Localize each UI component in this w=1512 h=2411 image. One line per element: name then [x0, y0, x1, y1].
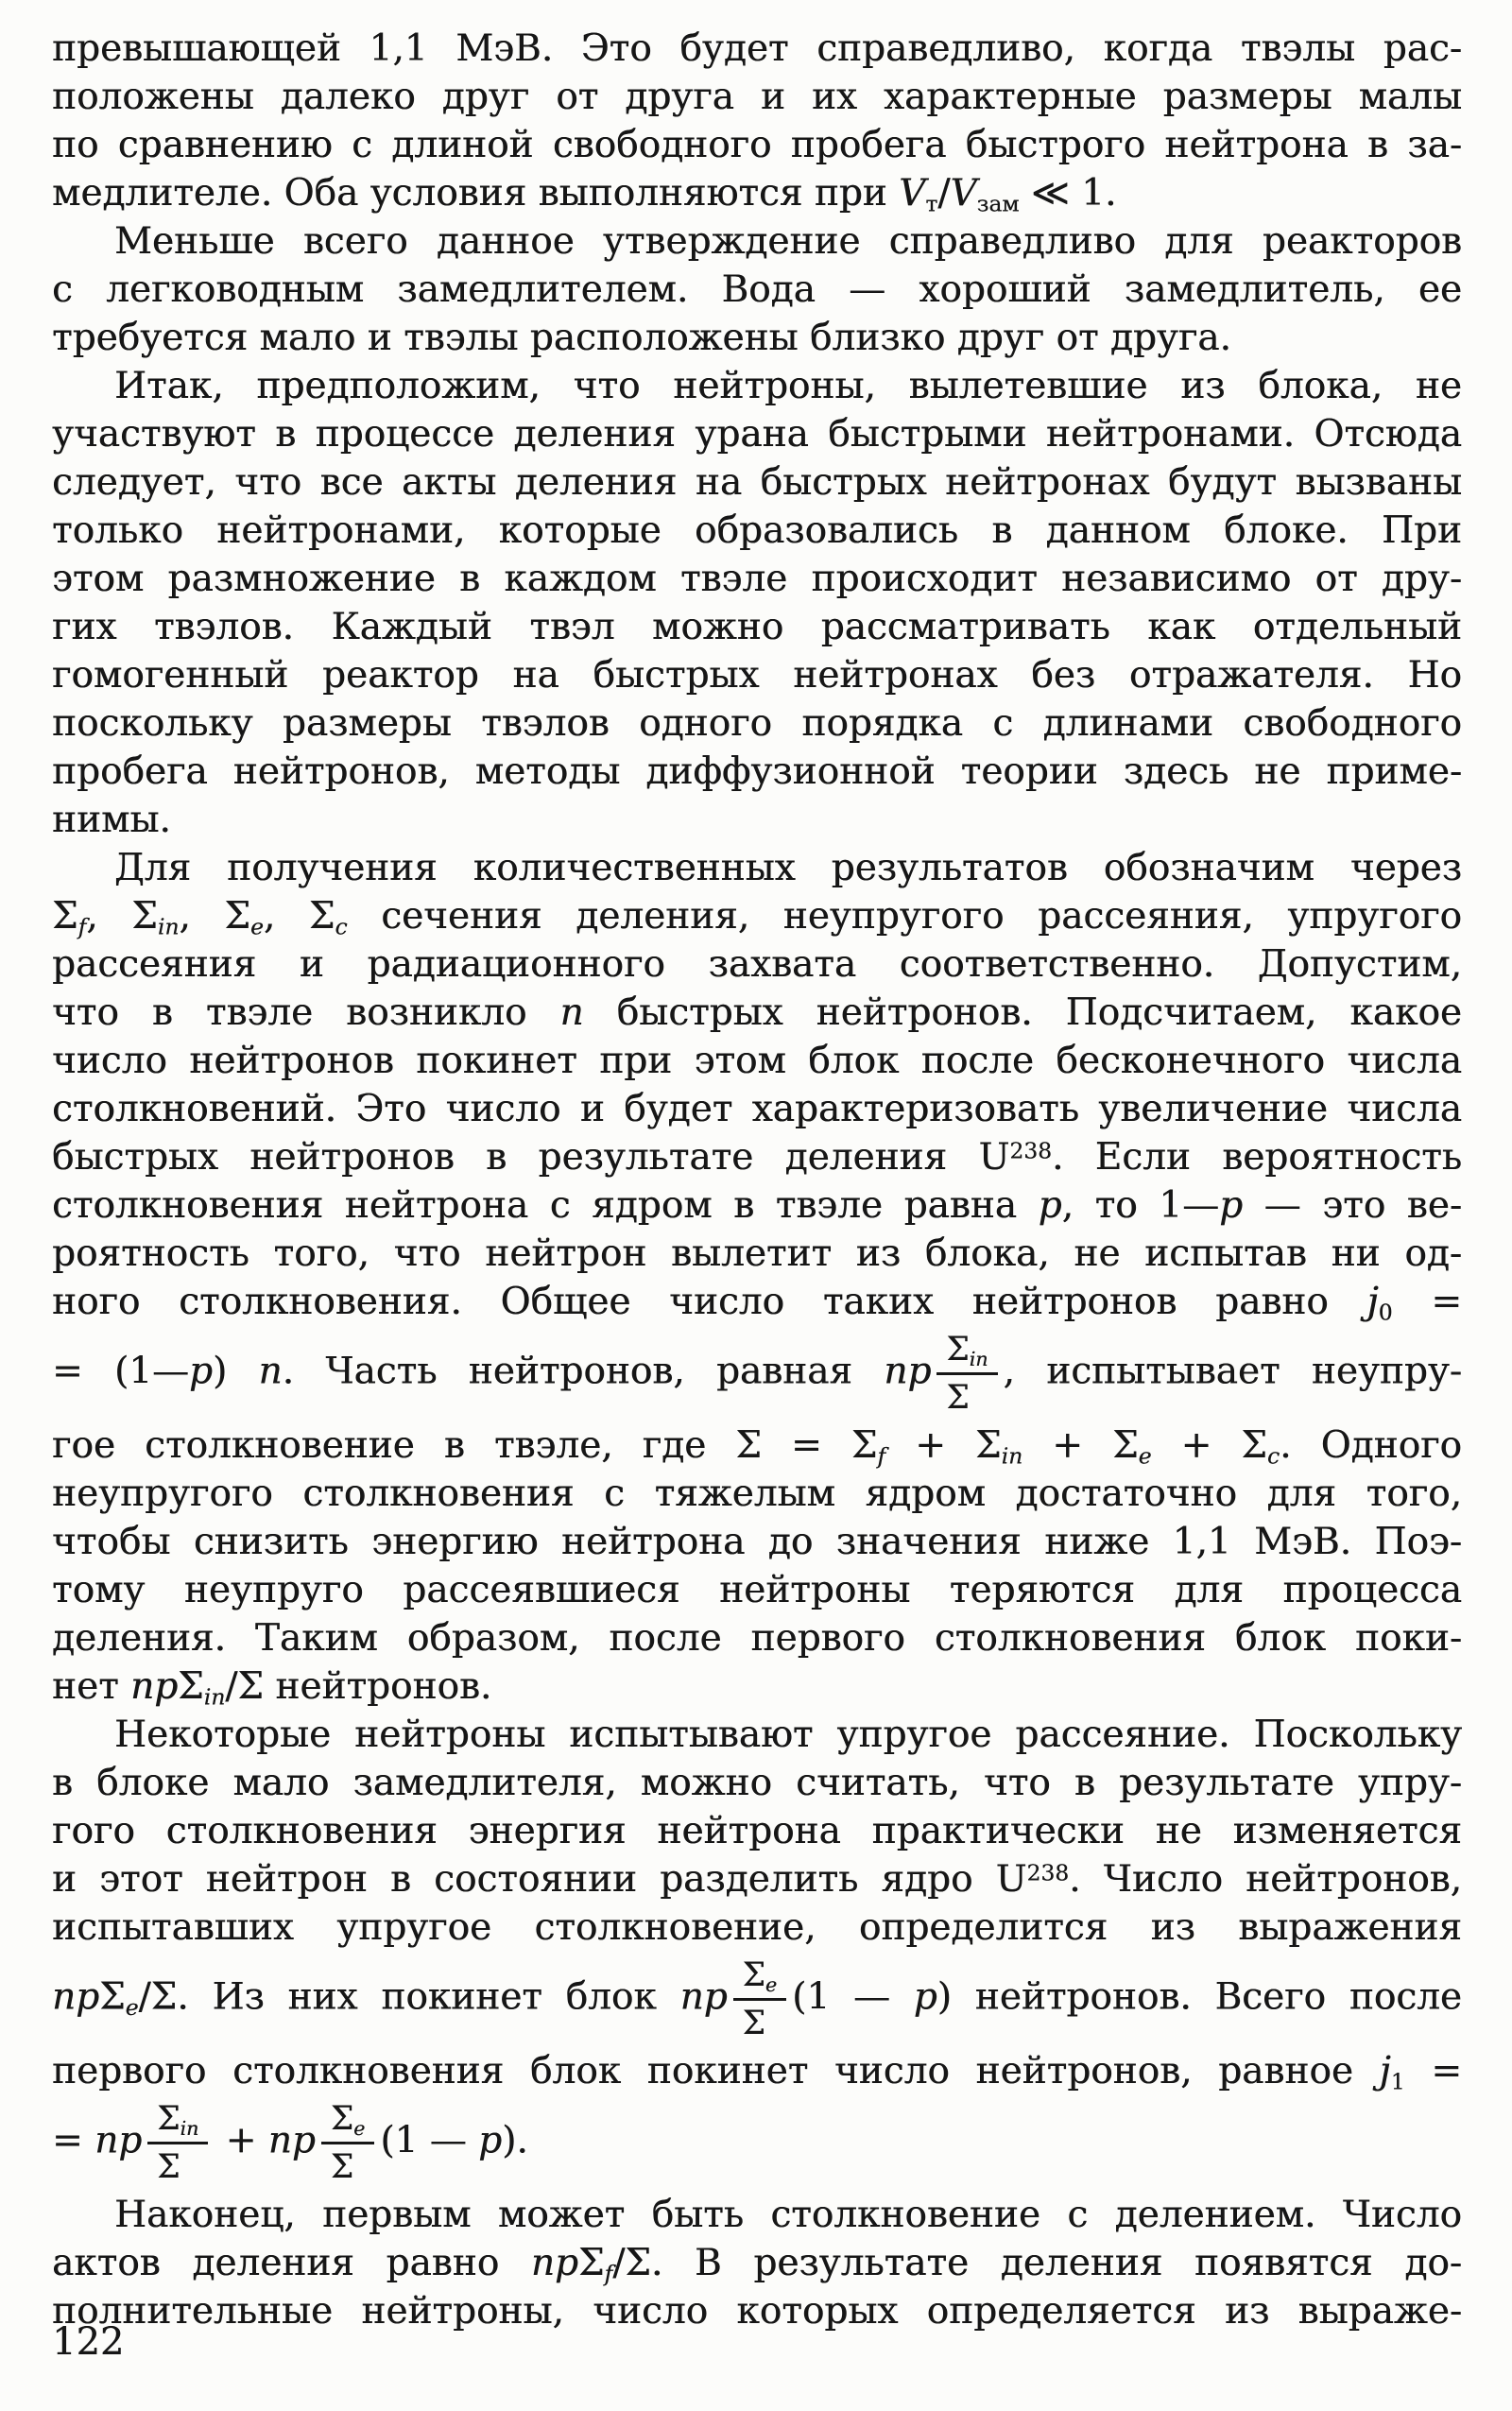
subscript: in	[203, 1683, 226, 1711]
text-line: только нейтронами, которые образовались в данном блоке. При	[52, 509, 1462, 552]
text-line: Итак, предположим, что нейтроны, вылетевшие из блока, не	[114, 365, 1462, 407]
text-line: полнительные нейтроны, число которых определяется из выраже-	[52, 2290, 1462, 2334]
math-variable: np	[884, 1350, 932, 1393]
subscript: f	[604, 2260, 613, 2287]
text-line: следует, что все акты деления на быстрых нейтронах будут вызваны	[52, 461, 1462, 504]
math-variable: V	[950, 172, 977, 215]
fraction-denominator: Σ	[946, 1379, 970, 1418]
math-variable: np	[267, 2119, 316, 2162]
math-variable: p	[1038, 1184, 1062, 1227]
fraction-numerator: $\Sigma_{in}$	[147, 2100, 208, 2144]
subscript: т	[925, 190, 938, 217]
subscript: in	[1001, 1442, 1023, 1470]
text-line: нимы.	[52, 799, 171, 841]
text-line: $\Sigma_f$, $\Sigma_{in}$, $\Sigma_e$, $\Sigma_c$ сечения деления, неупругого рассеяния, упругого	[52, 895, 1463, 940]
subscript: e	[765, 1972, 778, 1996]
text-line: и этот нейтрон в состоянии разделить ядро $U^{238}$. Число нейтронов,	[52, 1858, 1462, 1902]
text-line: гое столкновение в твэле, где $\Sigma = \Sigma_f + \Sigma_{in} + \Sigma_e + \Sigma_c$. Одного	[52, 1424, 1462, 1470]
text-line: столкновения нейтрона с ядром в твэле равна p, то 1—p — это ве-	[52, 1184, 1462, 1227]
math-variable: np	[130, 1665, 179, 1709]
subscript: f	[877, 1442, 886, 1470]
text-line: что в твэле возникло n быстрых нейтронов. Подсчитаем, какое	[52, 991, 1462, 1034]
text-line: = (1—p) n. Часть нейтронов, равная np $\frac{\Sigma_{in}}{\Sigma}$ , испытывает неупру-	[52, 1331, 1462, 1418]
text-line: тому неупруго рассеявшиеся нейтроны теряются для процесса	[52, 1569, 1462, 1612]
inline-fraction	[936, 1331, 997, 1417]
math-variable: j	[1366, 1281, 1379, 1323]
subscript: 1	[1390, 2068, 1405, 2095]
paragraph	[52, 1711, 1462, 2191]
math-variable: p	[189, 1350, 213, 1393]
subscript: in	[157, 913, 180, 940]
inline-fraction	[733, 1956, 786, 2042]
paragraph	[52, 25, 1462, 217]
fraction-denominator: Σ	[157, 2148, 180, 2187]
subscript: зам	[976, 190, 1020, 217]
text-line: актов деления равно npΣ$_f$/Σ. В результате деления появятся до-	[52, 2242, 1462, 2287]
math-variable: np	[52, 1975, 100, 2019]
text-line: по сравнению с длиной свободного пробега быстрого нейтрона в за-	[52, 124, 1462, 166]
subscript: e	[353, 2116, 366, 2140]
math-variable: n	[258, 1350, 283, 1393]
page-text-block	[52, 25, 1462, 2335]
text-line: медлителе. Оба условия выполняются при $V_т/V_{зам}$ ≪ 1.	[52, 172, 1117, 217]
subscript: e	[125, 1994, 139, 2022]
text-line: положены далеко друг от друга и их характерные размеры малы	[52, 76, 1462, 118]
text-line: npΣ$_e$/Σ. Из них покинет блок np $\frac{\Sigma_e}{\Sigma}$ (1 — p) нейтронов. Всего после	[52, 1956, 1462, 2043]
inline-fraction	[147, 2100, 208, 2186]
text-line: Меньше всего данное утверждение справедливо для реакторов	[114, 220, 1462, 263]
fraction-numerator: $\Sigma_e$	[733, 1956, 786, 2001]
text-line: = np $\frac{\Sigma_{in}}{\Sigma}$ + np $\frac{\Sigma_e}{\Sigma}$ (1 — p).	[52, 2100, 528, 2187]
text-line: ного столкновения. Общее число таких нейтронов равно $j_0$ =	[52, 1281, 1462, 1326]
text-line: превышающей 1,1 МэВ. Это будет справедливо, когда твэлы рас-	[52, 27, 1462, 70]
math-variable: np	[679, 1975, 728, 2019]
math-variable: j	[1379, 2050, 1391, 2093]
text-line: рассеяния и радиационного захвата соответственно. Допустим,	[52, 943, 1462, 986]
text-line: поскольку размеры твэлов одного порядка с длинами свободного	[52, 702, 1462, 745]
superscript: 238	[1009, 1137, 1053, 1164]
inline-fraction	[321, 2100, 374, 2186]
subscript: e	[1138, 1442, 1152, 1470]
text-line: участвуют в процессе деления урана быстрыми нейтронами. Отсюда	[52, 413, 1462, 456]
math-variable: np	[530, 2242, 578, 2285]
text-line: столкновений. Это число и будет характеризовать увеличение числа	[52, 1088, 1462, 1130]
subscript: in	[180, 2116, 199, 2140]
paragraph	[52, 2191, 1462, 2335]
text-line: Наконец, первым может быть столкновение с делением. Число	[114, 2194, 1462, 2237]
text-line: быстрых нейтронов в результате деления $U^{238}$. Если вероятность	[52, 1136, 1462, 1179]
fraction-denominator: Σ	[742, 2005, 765, 2043]
paragraph	[52, 844, 1462, 1711]
subscript: f	[77, 913, 87, 940]
superscript: 238	[1026, 1859, 1070, 1886]
fraction-numerator: $\Sigma_{in}$	[936, 1331, 997, 1375]
text-line: первого столкновения блок покинет число нейтронов, равное $j_1$ =	[52, 2050, 1462, 2095]
text-line: чтобы снизить энергию нейтрона до значения ниже 1,1 МэВ. Поэ-	[52, 1521, 1462, 1564]
math-variable: V	[899, 172, 926, 215]
math-variable: p	[1219, 1184, 1244, 1227]
text-line: роятность того, что нейтрон вылетит из блока, не испытав ни од-	[52, 1232, 1462, 1275]
subscript: e	[250, 913, 264, 940]
math-variable: n	[559, 991, 584, 1034]
text-line: гих твэлов. Каждый твэл можно рассматривать как отдельный	[52, 606, 1462, 648]
math-variable: p	[478, 2119, 503, 2162]
text-line: испытавших упругое столкновение, определится из выражения	[52, 1906, 1462, 1950]
text-line: Некоторые нейтроны испытывают упругое рассеяние. Поскольку	[114, 1714, 1462, 1757]
text-line: деления. Таким образом, после первого столкновения блок поки-	[52, 1617, 1462, 1661]
math-variable: np	[94, 2119, 143, 2162]
text-line: нет npΣ$_{in}$/Σ нейтронов.	[52, 1665, 492, 1711]
text-line: неупругого столкновения с тяжелым ядром достаточно для того,	[52, 1472, 1462, 1516]
fraction-numerator: $\Sigma_e$	[321, 2100, 374, 2144]
text-line: Для получения количественных результатов обозначим через	[114, 847, 1462, 889]
text-line: требуется мало и твэлы расположены близко друг от друга.	[52, 317, 1231, 359]
text-line: пробега нейтронов, методы диффузионной теории здесь не приме-	[52, 750, 1462, 793]
text-line: число нейтронов покинет при этом блок после бесконечного числа	[52, 1040, 1462, 1082]
text-line: этом размножение в каждом твэле происходит независимо от дру-	[52, 558, 1462, 600]
page-number: 122	[52, 2320, 125, 2364]
subscript: c	[1266, 1442, 1280, 1470]
paragraph	[52, 217, 1462, 362]
subscript: in	[969, 1347, 988, 1370]
text-line: гого столкновения энергия нейтрона практически не изменяется	[52, 1810, 1462, 1853]
text-line: в блоке мало замедлителя, можно считать, что в результате упру-	[52, 1762, 1462, 1805]
text-line: с легководным замедлителем. Вода — хороший замедлитель, ее	[52, 268, 1462, 311]
text-line: гомогенный реактор на быстрых нейтронах без отражателя. Но	[52, 654, 1462, 697]
subscript: 0	[1378, 1299, 1393, 1326]
math-variable: p	[913, 1975, 937, 2019]
paragraph	[52, 362, 1462, 844]
subscript: c	[335, 913, 348, 940]
fraction-denominator: Σ	[330, 2148, 354, 2187]
